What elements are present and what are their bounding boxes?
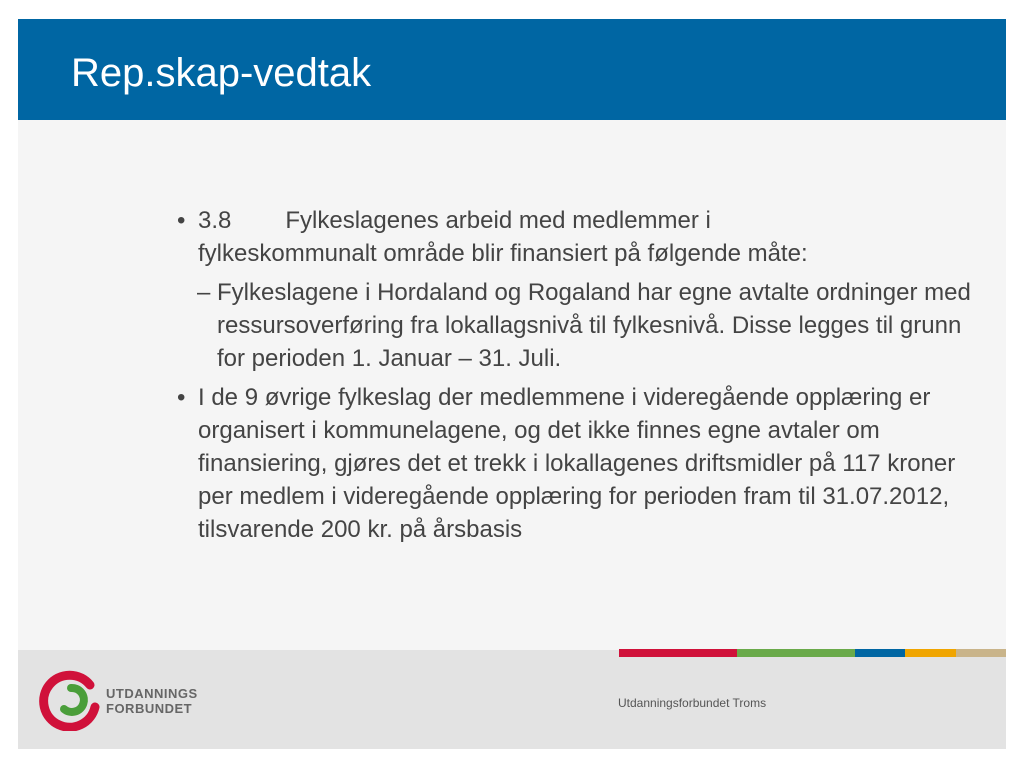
bullet-item	[173, 204, 993, 270]
stripe-yellow	[905, 649, 956, 657]
bullet-text-continued: fylkeskommunalt område blir finansiert på følgende måte:	[198, 240, 808, 267]
stripe-blue	[855, 649, 905, 657]
logo-text	[106, 686, 198, 716]
footer-text: Utdanningsforbundet Troms	[618, 696, 767, 710]
stripe-green	[737, 649, 855, 657]
bullet-item	[173, 381, 993, 546]
sub-bullet-item	[173, 276, 993, 375]
slide-title: Rep.skap-vedtak	[71, 51, 372, 95]
slide-content	[173, 204, 993, 552]
dash-marker: –	[197, 279, 211, 306]
sub-bullet-text: Fylkeslagene i Hordaland og Rogaland har egne avtalte ordninger med ressursoverføring fra lokallagsnivå til fylkesnivå. Disse legges til grunn for perioden 1. Januar – 31. Juli.	[217, 279, 971, 372]
bullet-text: Fylkeslagenes arbeid med medlemmer i	[285, 207, 711, 234]
title-bar	[18, 19, 1006, 120]
logo-line-1: UTDANNINGS	[106, 686, 198, 701]
stripe-tan	[956, 649, 1006, 657]
slide	[18, 19, 1006, 749]
bullet-text: I de 9 øvrige fylkeslag der medlemmene i videregående opplæring er organisert i kommunelagene, og det ikke finnes egne avtaler om finansiering, gjøres det et trekk i lokallagenes driftsmidler på 117 kroner per medlem i videregående opplæring for perioden fram til 31.07.2012, tilsvarende 200 kr. på årsbasis	[198, 384, 956, 543]
logo-line-2: FORBUNDET	[106, 701, 193, 716]
stripe-red	[619, 649, 737, 657]
bullet-marker: •	[177, 207, 186, 234]
bullet-marker: •	[177, 384, 186, 411]
bullet-number: 3.8	[198, 207, 232, 234]
